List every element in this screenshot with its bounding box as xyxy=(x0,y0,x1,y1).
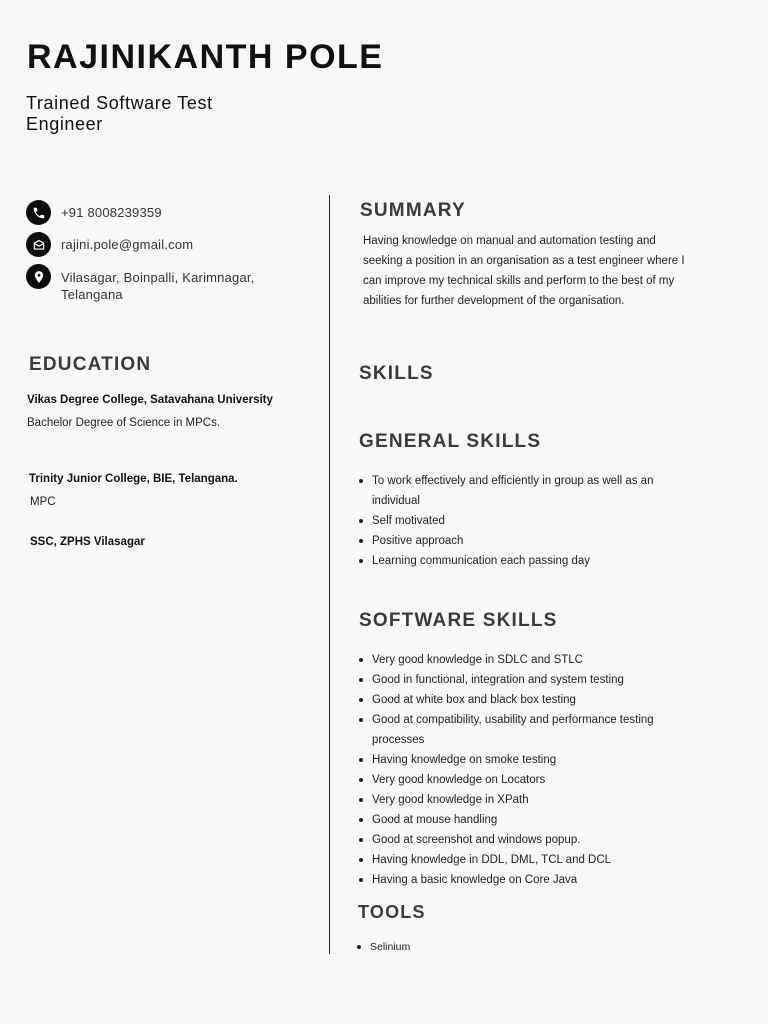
software-skills-title: SOFTWARE SKILLS xyxy=(359,610,558,631)
contact-phone-row xyxy=(26,200,291,225)
education-detail: MPC xyxy=(30,496,56,508)
education-title: EDUCATION xyxy=(29,354,152,375)
list-item: Good at compatibility, usability and performance testing processes xyxy=(357,710,682,750)
summary-text: Having knowledge on manual and automation testing and seeking a position in an organisation as a test engineer where I can improve my technical skills and perform to the best of my abilities for further development of the organisation. xyxy=(363,235,685,307)
list-item: Self motivated xyxy=(357,511,697,531)
list-item: Good at white box and black box testing xyxy=(357,690,682,710)
list-item: Good at mouse handling xyxy=(357,810,682,830)
list-item: Good at screenshot and windows popup. xyxy=(357,830,682,850)
mail-icon xyxy=(26,232,51,257)
column-divider xyxy=(329,195,330,954)
list-item: Very good knowledge in XPath xyxy=(357,790,682,810)
list-item: Very good knowledge on Locators xyxy=(357,770,682,790)
contact-email-row xyxy=(26,232,291,257)
list-item: To work effectively and efficiently in group as well as an individual xyxy=(357,471,697,511)
software-skills-list xyxy=(357,650,682,890)
tools-title: TOOLS xyxy=(358,902,426,922)
contact-address-row xyxy=(26,264,286,303)
list-item: Very good knowledge in SDLC and STLC xyxy=(357,650,682,670)
skills-title: SKILLS xyxy=(359,363,434,384)
education-institution: Trinity Junior College, BIE, Telangana. xyxy=(29,473,238,485)
tools-list xyxy=(355,937,555,957)
list-item: Positive approach xyxy=(357,531,697,551)
summary-title: SUMMARY xyxy=(360,200,466,221)
contact-address: Vilasagar, Boinpalli, Karimnagar, Telangana xyxy=(61,270,255,302)
contact-phone: +91 8008239359 xyxy=(61,205,162,220)
education-institution: SSC, ZPHS Vilasagar xyxy=(30,536,145,548)
education-institution: Vikas Degree College, Satavahana University xyxy=(27,394,273,406)
list-item: Selinium xyxy=(355,937,555,957)
list-item: Having knowledge on smoke testing xyxy=(357,750,682,770)
education-detail: Bachelor Degree of Science in MPCs. xyxy=(27,417,221,429)
resume-role: Trained Software Test Engineer xyxy=(26,93,213,134)
list-item: Having a basic knowledge on Core Java xyxy=(357,870,682,890)
list-item: Having knowledge in DDL, DML, TCL and DCL xyxy=(357,850,682,870)
location-pin-icon xyxy=(26,264,51,289)
resume-name: RAJINIKANTH POLE xyxy=(27,38,384,76)
contact-email: rajini.pole@gmail.com xyxy=(61,237,194,252)
general-skills-list xyxy=(357,471,697,571)
list-item: Learning communication each passing day xyxy=(357,551,697,571)
phone-icon xyxy=(26,200,51,225)
list-item: Good in functional, integration and system testing xyxy=(357,670,682,690)
general-skills-title: GENERAL SKILLS xyxy=(359,431,542,452)
